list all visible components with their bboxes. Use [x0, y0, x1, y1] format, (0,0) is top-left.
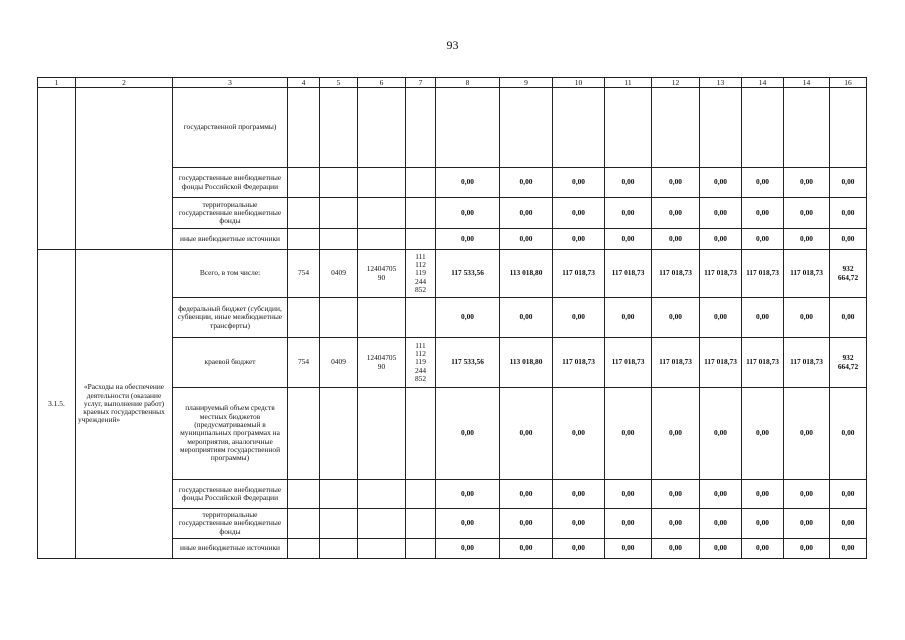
value-cell: 0,00: [830, 539, 867, 559]
vr-codes: [406, 338, 436, 388]
row-label: планируемый объем средств местных бюджетов (предусматриваемый в муниципальных программах на мероприятия, аналогичные мероприятиям государственной программы): [173, 388, 288, 480]
value-cell: 0,00: [830, 229, 867, 250]
table-row: [38, 250, 867, 298]
value-cell: 0,00: [500, 388, 553, 480]
value-cell: 0,00: [605, 229, 652, 250]
value-cell: 0,00: [742, 388, 784, 480]
value-cell: 0,00: [830, 388, 867, 480]
value-cell: 0,00: [700, 298, 742, 338]
column-header: 6: [358, 78, 406, 88]
value-cell: 0,00: [652, 298, 700, 338]
value-cell: 117 533,56: [436, 338, 500, 388]
value-cell: 0,00: [553, 539, 605, 559]
value-cell: 932 664,72: [830, 338, 867, 388]
vr-codes: [406, 250, 436, 298]
value-cell: 0,00: [553, 509, 605, 539]
table-row: [38, 88, 867, 168]
value-cell: 0,00: [436, 509, 500, 539]
column-header: 14: [742, 78, 784, 88]
value-cell: 0,00: [700, 168, 742, 198]
value-cell: 0,00: [605, 198, 652, 229]
csr-line: 90: [377, 272, 386, 282]
value-cell: 117 018,73: [742, 338, 784, 388]
column-header: 7: [406, 78, 436, 88]
value-cell: 0,00: [700, 198, 742, 229]
value-cell: 0,00: [830, 509, 867, 539]
column-header: 14: [784, 78, 830, 88]
value-cell: 0,00: [500, 480, 553, 509]
value-cell: 0,00: [553, 229, 605, 250]
value-cell: 0,00: [830, 198, 867, 229]
value-cell: 0,00: [500, 539, 553, 559]
csr-line: 12404705: [366, 353, 397, 363]
header-row: [38, 78, 867, 88]
vr-code: 119: [415, 357, 426, 367]
value-cell: 0,00: [652, 229, 700, 250]
value-cell: 117 018,73: [784, 250, 830, 298]
row-label: иные внебюджетные источники: [173, 539, 288, 559]
row-label: территориальные государственные внебюджетные фонды: [173, 509, 288, 539]
value-cell: 0,00: [700, 229, 742, 250]
value-cell: 0,00: [500, 298, 553, 338]
value-cell: 0,00: [436, 229, 500, 250]
row-label: краевой бюджет: [173, 338, 288, 388]
value-cell: 0,00: [700, 388, 742, 480]
value-cell: 117 018,73: [605, 338, 652, 388]
row-label: государственной программы): [173, 88, 288, 168]
value-cell: 0,00: [436, 168, 500, 198]
row-label: Всего, в том числе:: [173, 250, 288, 298]
value-cell: 117 018,73: [605, 250, 652, 298]
column-header: 10: [553, 78, 605, 88]
column-header: 13: [700, 78, 742, 88]
value-cell: 0,00: [652, 509, 700, 539]
vr-code: 111: [415, 251, 426, 261]
section-description: «Расходы на обеспечение деятельности (оказание услуг, выполнение работ) краевых государственных учреждений»: [76, 250, 173, 559]
value-cell: 0,00: [553, 298, 605, 338]
page-number: 93: [446, 38, 459, 52]
column-header: 1: [38, 78, 76, 88]
csr-line: 12404705: [366, 264, 397, 274]
value-cell: 0,00: [784, 298, 830, 338]
value-cell: 0,00: [553, 480, 605, 509]
value-cell: 117 018,73: [784, 338, 830, 388]
value-cell: 0,00: [784, 509, 830, 539]
value-cell: 0,00: [436, 480, 500, 509]
vr-code: 244: [414, 276, 427, 286]
rzpr-code: 0409: [320, 338, 358, 388]
value-cell: 0,00: [742, 298, 784, 338]
column-header: 4: [288, 78, 320, 88]
row-label: государственные внебюджетные фонды Российской Федерации: [173, 480, 288, 509]
value-cell: 0,00: [830, 168, 867, 198]
budget-table: [37, 77, 867, 559]
value-cell: 0,00: [500, 229, 553, 250]
value-cell: 117 018,73: [652, 338, 700, 388]
vr-code: 112: [415, 349, 426, 359]
value-cell: 0,00: [830, 480, 867, 509]
column-header: 8: [436, 78, 500, 88]
vr-code: 244: [414, 365, 427, 375]
column-header: 3: [173, 78, 288, 88]
value-cell: 117 018,73: [652, 250, 700, 298]
value-cell: 117 533,56: [436, 250, 500, 298]
value-cell: 0,00: [605, 388, 652, 480]
value-cell: 113 018,80: [500, 250, 553, 298]
csr-code: [358, 338, 406, 388]
row-label: иные внебюджетные источники: [173, 229, 288, 250]
value-cell: 0,00: [652, 388, 700, 480]
value-cell: 117 018,73: [553, 250, 605, 298]
value-cell: 117 018,73: [742, 250, 784, 298]
value-cell: 0,00: [784, 539, 830, 559]
value-cell: 0,00: [500, 168, 553, 198]
column-header: 2: [76, 78, 173, 88]
column-header: 16: [830, 78, 867, 88]
section-number: 3.1.5.: [38, 250, 76, 559]
value-cell: 117 018,73: [700, 338, 742, 388]
value-cell: 0,00: [742, 198, 784, 229]
cell-blank: [38, 88, 76, 250]
row-label: федеральный бюджет (субсидии, субвенции, иные межбюджетные трансферты): [173, 298, 288, 338]
column-header: 12: [652, 78, 700, 88]
vr-code: 852: [414, 373, 427, 383]
value-cell: 0,00: [784, 388, 830, 480]
grbs-code: 754: [288, 250, 320, 298]
value-cell: 0,00: [605, 298, 652, 338]
value-cell: 0,00: [553, 168, 605, 198]
csr-code: [358, 250, 406, 298]
row-label: государственные внебюджетные фонды Российской Федерации: [173, 168, 288, 198]
value-cell: 0,00: [742, 229, 784, 250]
vr-code: 852: [414, 284, 427, 294]
value-cell: 0,00: [605, 168, 652, 198]
value-cell: 0,00: [436, 198, 500, 229]
value-cell: 0,00: [700, 480, 742, 509]
value-cell: 932 664,72: [830, 250, 867, 298]
value-cell: 0,00: [830, 298, 867, 338]
value-cell: 0,00: [436, 388, 500, 480]
value-cell: 0,00: [784, 198, 830, 229]
value-cell: 0,00: [553, 388, 605, 480]
value-cell: 0,00: [784, 168, 830, 198]
value-cell: 0,00: [784, 229, 830, 250]
vr-code: 119: [415, 268, 426, 278]
column-header: 5: [320, 78, 358, 88]
value-cell: 0,00: [784, 480, 830, 509]
vr-code: 112: [415, 260, 426, 270]
value-cell: 0,00: [652, 539, 700, 559]
cell-blank: [76, 88, 173, 250]
value-cell: 0,00: [742, 509, 784, 539]
rzpr-code: 0409: [320, 250, 358, 298]
value-cell: 117 018,73: [700, 250, 742, 298]
value-cell: 0,00: [742, 168, 784, 198]
value-cell: 0,00: [500, 198, 553, 229]
column-header: 11: [605, 78, 652, 88]
vr-code: 111: [415, 340, 426, 350]
value-cell: 0,00: [605, 539, 652, 559]
value-cell: 0,00: [553, 198, 605, 229]
value-cell: 0,00: [605, 480, 652, 509]
value-cell: 0,00: [436, 298, 500, 338]
value-cell: 0,00: [742, 539, 784, 559]
value-cell: 0,00: [652, 480, 700, 509]
value-cell: 0,00: [700, 509, 742, 539]
value-cell: 0,00: [742, 480, 784, 509]
value-cell: 117 018,73: [553, 338, 605, 388]
csr-line: 90: [377, 361, 386, 371]
value-cell: 113 018,80: [500, 338, 553, 388]
value-cell: 0,00: [652, 198, 700, 229]
value-cell: 0,00: [500, 509, 553, 539]
column-header: 9: [500, 78, 553, 88]
row-label: территориальные государственные внебюджетные фонды: [173, 198, 288, 229]
value-cell: 0,00: [605, 509, 652, 539]
grbs-code: 754: [288, 338, 320, 388]
value-cell: 0,00: [436, 539, 500, 559]
value-cell: 0,00: [700, 539, 742, 559]
value-cell: 0,00: [652, 168, 700, 198]
